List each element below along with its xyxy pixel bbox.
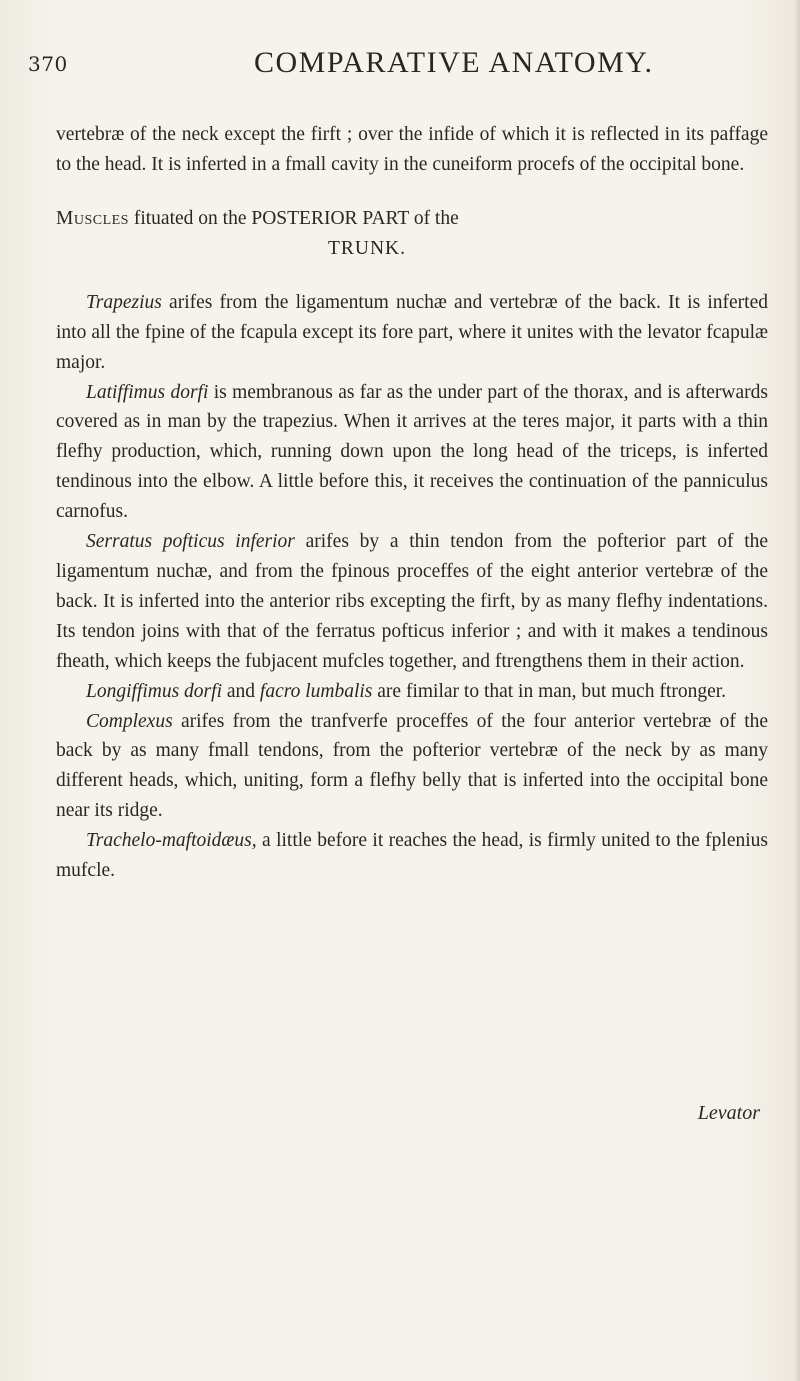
- muscle-name: Longiffimus dorfi: [86, 680, 222, 702]
- muscle-name-2: facro lumbalis: [259, 680, 373, 702]
- paragraph-complexus: [56, 707, 768, 827]
- muscle-name: Latiffimus dorfi: [86, 381, 209, 403]
- body-text: [56, 120, 768, 886]
- paragraph-text: arifes by a thin tendon from the pofterior part of the ligamentum nuchæ, and from the fpinous proceffes of the eight anterior vertebræ of the back. It is inferted into the anterior ribs excepting the firft, by as many flefhy indentations. Its tendon joins with that of the ferratus pofticus inferior ; and with it makes a tendinous fheath, which keeps the fubjacent mufcles together, and ftrengthens them in their action.: [56, 531, 769, 672]
- running-header: [28, 46, 768, 86]
- paragraph-longissimus: [56, 677, 768, 707]
- paragraph-text: a little before it reaches the head, is firmly united to the fplenius mufcle.: [56, 830, 768, 882]
- paragraph-trapezius: [56, 288, 768, 378]
- muscle-name: Trapezius: [86, 291, 162, 313]
- paragraph-text: is membranous as far as the under part of the thorax, and is afterwards covered as in man by the trapezius. When it arrives at the teres major, it parts with a thin flefhy production, which, running down upon the long head of the triceps, is inferted tendinous into the elbow. A little before this, it receives the continuation of the panniculus carnofus.: [56, 381, 769, 523]
- section-heading: [56, 204, 768, 264]
- paragraph-serratus: [56, 527, 768, 677]
- section-heading-line-2: TRUNK.: [327, 237, 407, 259]
- muscle-name: Trachelo-maftoidæus,: [86, 830, 257, 852]
- section-heading-label: Muscles: [56, 207, 129, 229]
- running-title: COMPARATIVE ANATOMY.: [254, 46, 654, 79]
- section-heading-line-1: [56, 204, 768, 234]
- paragraph-text: arifes from the ligamentum nuchæ and vertebræ of the back. It is inferted into all the fpine of the fcapula except its fore part, where it unites with the levator fcapulæ major.: [56, 291, 768, 373]
- section-heading-rest: fituated on the POSTERIOR PART of the: [133, 207, 459, 229]
- paragraph-text: arifes from the tranfverfe proceffes of the four anterior vertebræ of the back by as many fmall tendons, from the pofterior vertebræ of the neck by as many different heads, which, uniting, form a flefhy belly that is inferted into the occipital bone near its ridge.: [56, 710, 769, 822]
- intro-paragraph: vertebræ of the neck except the firft ; over the infide of which it is reflected in its paffage to the head. It is inferted in a fmall cavity in the cuneiform procefs of the occipital bone.: [56, 124, 768, 175]
- page-edge-shadow: [794, 0, 800, 1381]
- paragraph-latissimus: [56, 378, 768, 528]
- paragraph-text: are fimilar to that in man, but much ftronger.: [377, 680, 727, 702]
- page-number: 370: [28, 52, 68, 76]
- paragraph-trachelo-mastoideus: [56, 826, 768, 886]
- muscle-name: Complexus: [86, 710, 173, 732]
- muscle-name: Serratus pofticus inferior: [86, 531, 295, 553]
- paragraph-conjunction: and: [226, 680, 256, 702]
- catchword: Levator: [697, 1102, 760, 1124]
